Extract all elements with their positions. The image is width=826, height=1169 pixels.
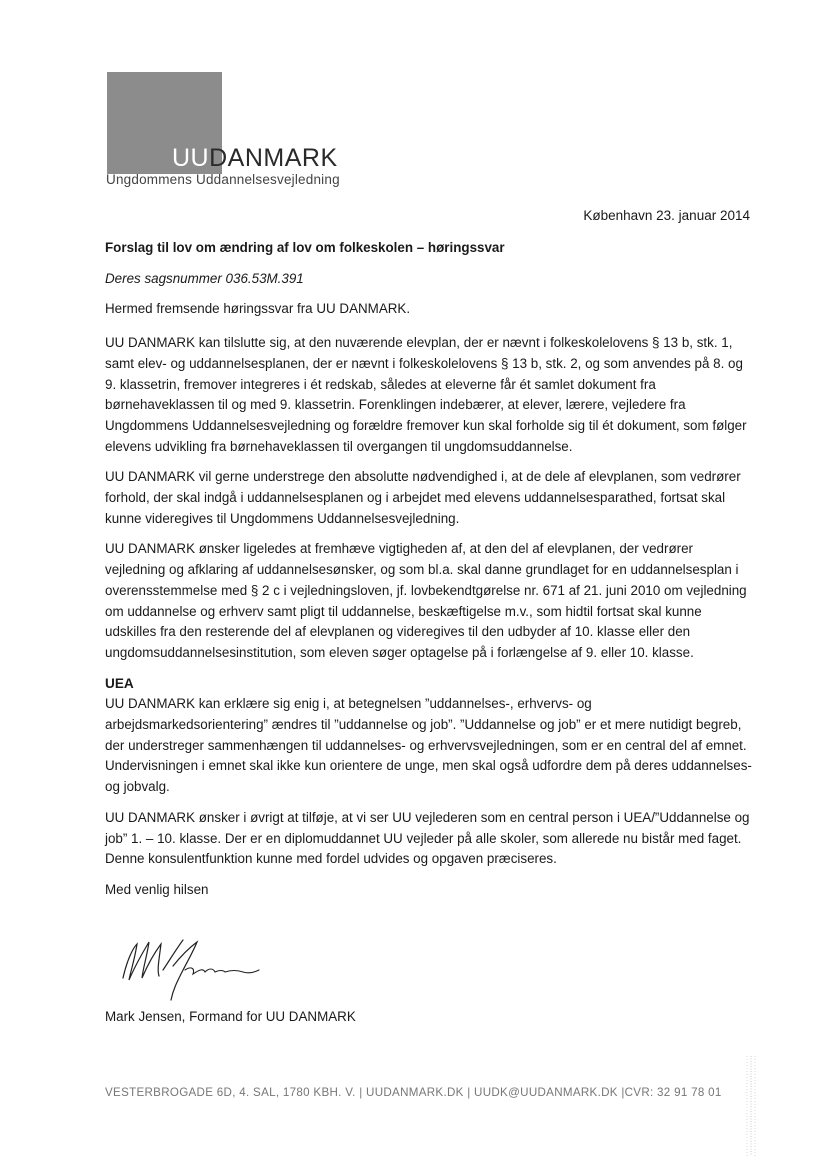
- letter-subject: Forslag til lov om ændring af lov om folkeskolen – høringssvar: [105, 240, 505, 255]
- case-number: Deres sagsnummer 036.53M.391: [105, 270, 304, 286]
- intro-paragraph: Hermed fremsende høringssvar fra UU DANMARK.: [105, 301, 411, 317]
- handwritten-signature: [115, 930, 275, 1005]
- logo-wordmark: [172, 143, 338, 173]
- logo-wordmark-uu: UU: [172, 144, 210, 172]
- signer-name: Mark Jensen, Formand for UU DANMARK: [105, 1009, 356, 1024]
- body-paragraph: UU DANMARK ønsker ligeledes at fremhæve vigtigheden af, at den del af elevplanen, der vedrører vejledning og afklaring af uddannelsesønsker, og som bl.a. skal danne grundlaget for en uddannelsesplan i overensstemmelse med § 2 c i vejledningsloven, jf. lovbekendtgørelse nr. 671 af 21. juni 2010 om vejledning om uddannelse og erhverv samt pligt til uddannelse, beskæftigelse m.v., som hidtil fortsat skal kunne udskilles fra den resterende del af elevplanen og videregives til den udbyder af 10. klasse eller den ungdomsuddannelsesinstitution, som eleven søger optagelse på i forlængelse af 9. eller 10. klasse.: [105, 541, 747, 660]
- letterhead-footer: VESTERBROGADE 6D, 4. SAL, 1780 KBH. V. | UUDANMARK.DK | UUDK@UUDANMARK.DK |CVR: 32 91 78 01: [105, 1086, 722, 1099]
- letter-date: København 23. januar 2014: [583, 208, 750, 223]
- logo-wordmark-danmark: DANMARK: [209, 144, 338, 172]
- margin-scan-marks: [744, 1056, 758, 1156]
- body-paragraph: UU DANMARK kan tilslutte sig, at den nuværende elevplan, der er nævnt i folkeskolelovens § 13 b, stk. 1, samt elev- og uddannelsesplanen, der er nævnt i folkeskolelovens § 13 b, stk. 2, og som anvendes på 8. og 9. klassetrin, fremover integreres i ét redskab, således at eleverne får ét samlet dokument fra børnehaveklassen til og med 9. klassetrin. Forenklingen indebærer, at elever, lærere, vejledere fra Ungdommens Uddannelsesvejledning og forældre fremover kun skal forholde sig til ét dokument, som følger elevens udvikling fra børnehaveklassen til overgangen til ungdomsuddannelse.: [105, 335, 747, 454]
- body-paragraph: UU DANMARK vil gerne understrege den absolutte nødvendighed i, at de dele af elevplanen, som vedrører forhold, der skal indgå i uddannelsesplanen og i arbejdet med elevens uddannelsesparathed, fortsat skal kunne videregives til Ungdommens Uddannelsesvejledning.: [105, 469, 741, 526]
- uea-paragraph: UU DANMARK kan erklære sig enig i, at betegnelsen ”uddannelses-, erhvervs- og arbejdsmarkedsorientering” ændres til ”uddannelse og job”. ”Uddannelse og job” er et mere nutidigt begreb, der understreger sammenhængen til uddannelses- og erhvervsvejledningen, som er en central del af emnet. Undervisningen i emnet skal ikke kun orientere de unge, men skal også udfordre dem på deres uddannelses- og jobvalg.: [105, 696, 752, 795]
- closing-salutation: Med venlig hilsen: [105, 881, 209, 897]
- section-heading-uea: UEA: [105, 675, 134, 691]
- letter-body: [105, 238, 753, 911]
- logo-tagline: Ungdommens Uddannelsesvejledning: [106, 172, 340, 187]
- uea-paragraph: UU DANMARK ønsker i øvrigt at tilføje, at vi ser UU vejlederen som en central person i UEA/”Uddannelse og job” 1. – 10. klasse. Der er en diplomuddannet UU vejleder på alle skoler, som allerede nu bistår med faget. Denne konsulentfunktion kunne med fordel udvides og opgaven præciseres.: [105, 809, 750, 867]
